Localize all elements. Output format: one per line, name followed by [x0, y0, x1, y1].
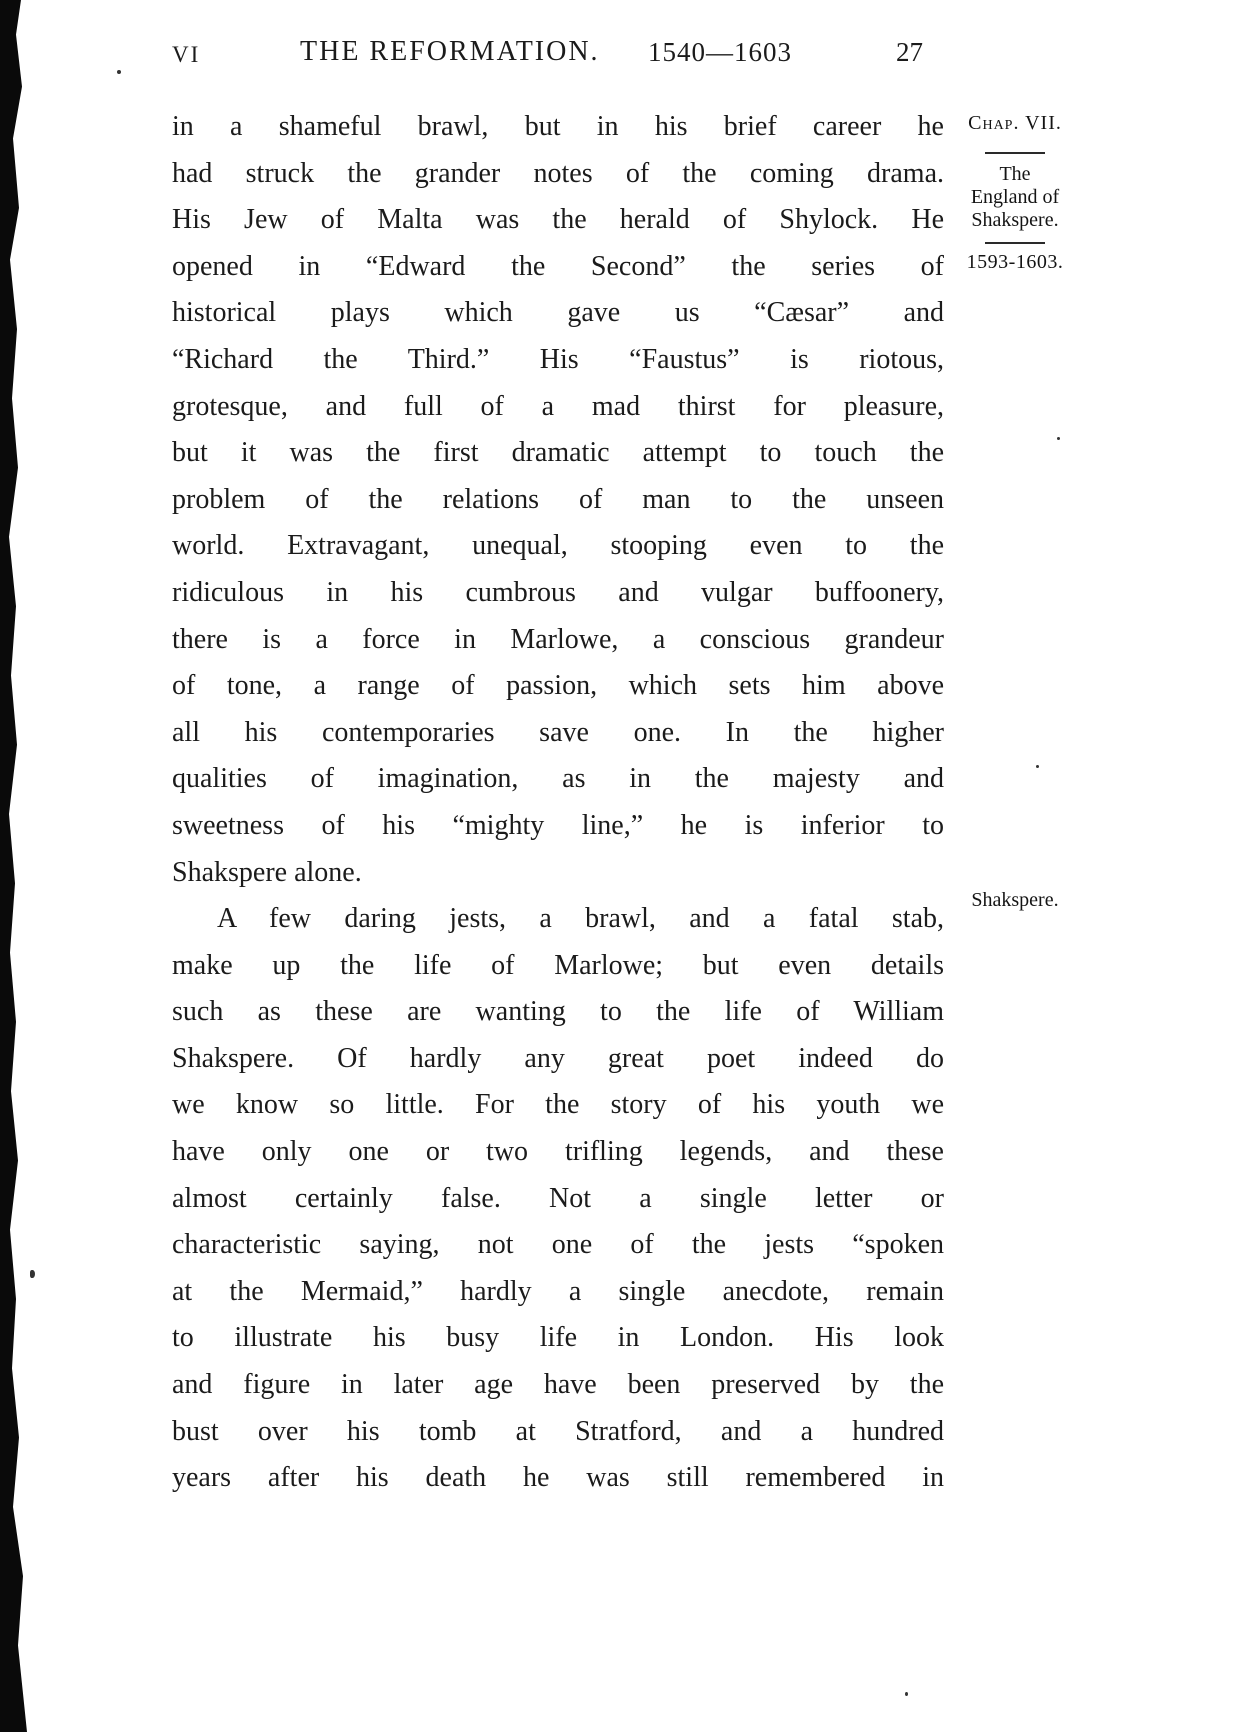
margin-section-title-line: The: [999, 163, 1031, 185]
text-line: of tone, a range of passion, which sets him above: [172, 670, 944, 702]
text-line: make up the life of Marlowe; but even details: [172, 949, 944, 981]
text-line: had struck the grander notes of the coming drama.: [172, 157, 944, 189]
margin-section-title-line: England of: [970, 186, 1060, 208]
scan-speck: [30, 1270, 35, 1278]
text-line: grotesque, and full of a mad thirst for pleasure,: [172, 390, 944, 422]
text-line: historical plays which gave us “Cæsar” and: [172, 297, 944, 329]
margin-rule-top: [985, 152, 1045, 154]
text-line: at the Mermaid,” hardly a single anecdote, remain: [172, 1275, 944, 1307]
text-line: to illustrate his busy life in London. His look: [172, 1322, 944, 1354]
margin-rule-bottom: [985, 242, 1045, 244]
text-line: there is a force in Marlowe, a conscious grandeur: [172, 623, 944, 655]
text-line: characteristic saying, not one of the jests “spoken: [172, 1229, 944, 1261]
text-line: problem of the relations of man to the unseen: [172, 483, 944, 515]
margin-notes-column: [945, 0, 1085, 1732]
running-title: THE REFORMATION.: [300, 36, 600, 67]
margin-chapter-label: Chap. VII.: [968, 112, 1062, 134]
margin-section-title-line: Shakspere.: [971, 209, 1059, 231]
scan-speck: [1057, 437, 1060, 440]
header-folio: VI: [172, 42, 201, 67]
text-line: sweetness of his “mighty line,” he is inferior to: [172, 809, 944, 841]
text-line: qualities of imagination, as in the majesty and: [172, 763, 944, 795]
text-column: [172, 104, 944, 1502]
text-line: Shakspere alone.: [172, 856, 362, 888]
page-number: 27: [896, 37, 923, 67]
paragraph-shakspere: [172, 896, 944, 1502]
text-line: we know so little. For the story of his youth we: [172, 1089, 944, 1121]
text-line: and figure in later age have been preserved by the: [172, 1369, 944, 1401]
header-dates: 1540—1603: [648, 37, 792, 67]
text-line: Shakspere. Of hardly any great poet indeed do: [172, 1042, 944, 1074]
text-line: have only one or two trifling legends, and these: [172, 1136, 944, 1168]
margin-section-dates: 1593-1603.: [966, 251, 1064, 273]
scan-speck: [905, 1692, 908, 1696]
text-line: His Jew of Malta was the herald of Shylock. He: [172, 204, 944, 236]
text-line: all his contemporaries save one. In the higher: [172, 716, 944, 748]
scan-speck: [117, 70, 121, 74]
text-line: such as these are wanting to the life of William: [172, 996, 944, 1028]
text-line: but it was the first dramatic attempt to touch the: [172, 437, 944, 469]
scan-speck: [1036, 765, 1039, 768]
text-line: years after his death he was still remembered in: [172, 1462, 944, 1494]
text-line: bust over his tomb at Stratford, and a hundred: [172, 1415, 944, 1447]
text-line: ridiculous in his cumbrous and vulgar buffoonery,: [172, 576, 944, 608]
scan-binding-edge: [0, 0, 30, 1732]
margin-side-note: Shakspere.: [971, 889, 1059, 911]
text-line: world. Extravagant, unequal, stooping even to the: [172, 530, 944, 562]
paragraph-marlowe: [172, 104, 944, 896]
text-line: almost certainly false. Not a single letter or: [172, 1182, 944, 1214]
text-line: A few daring jests, a brawl, and a fatal stab,: [217, 903, 944, 935]
text-line: “Richard the Third.” His “Faustus” is riotous,: [172, 343, 944, 375]
text-line: in a shameful brawl, but in his brief career he: [172, 111, 944, 142]
text-line: opened in “Edward the Second” the series of: [172, 250, 944, 282]
